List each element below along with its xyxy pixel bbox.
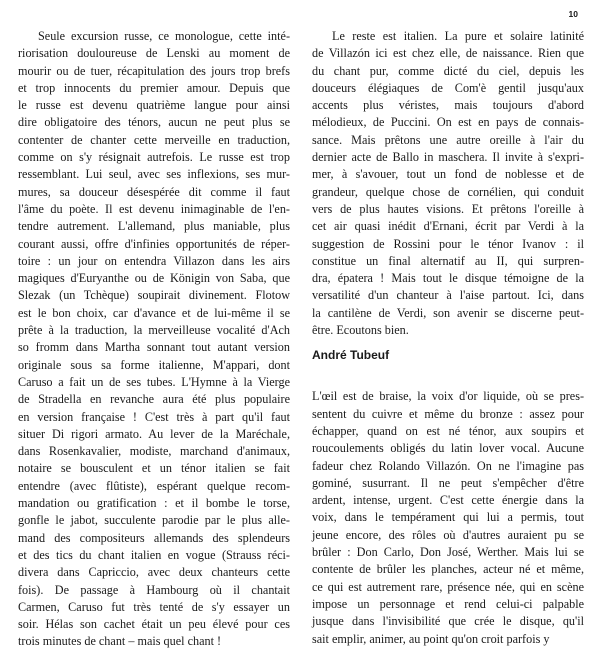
text-line: versatilité d'un chanteur à l'aise partout. Ici, dans — [312, 288, 584, 303]
text-line: Carmen, Caruso fut très tenté de s'y essayer un — [18, 599, 290, 614]
text-line: et trop innocents du premier amour. Depuis que — [18, 80, 290, 95]
text-line: ardent, intense, urgent. C'est cette énergie dans la — [312, 493, 584, 508]
text-line: échapper, quand on est né ténor, aux soupirs et — [312, 423, 584, 438]
text-line: dra, épatera ! Mais tout le disque témoigne de la — [312, 271, 584, 286]
paragraph-lenski — [18, 28, 290, 651]
text-line: trois minutes de chant – mais quel chant ! — [18, 634, 222, 649]
text-line: prête à la traduction, la merveilleuse vocalité d'Ach — [18, 323, 290, 338]
text-line: divera dans Capriccio, avec deux chanteurs cette — [18, 565, 290, 580]
text-line: en version française ! C'est très à part qu'il faut — [18, 409, 290, 424]
text-line: roucoulements obligés du latin lover vocal. Aucune — [312, 441, 584, 456]
text-line: constitue un final alternatif au II, qui surpren- — [312, 253, 584, 268]
text-line: sance. Mais prêtons une autre oreille à l'air du — [312, 132, 584, 147]
text-line: situer Di rigori armato. Au lever de la Maréchale, — [18, 426, 290, 441]
text-line: mures, sa douceur désespérée dit comme il faut — [18, 184, 290, 199]
paragraph-voice — [312, 388, 584, 647]
text-line: contente de brûler les planches, acteur né et même, — [312, 562, 584, 577]
text-line: est le bon choix, car d'avance et de lui-même il se — [18, 305, 290, 320]
text-line: dire obligatoire des ténors, aucun ne peut plus se — [18, 115, 290, 130]
text-line: mourir ou de tuer, récapitulation des jours trop brefs — [18, 63, 290, 78]
text-line: fadeur chez Rolando Villazón. On ne l'imagine pas — [312, 458, 584, 473]
text-line: ce qui est autrement rare, présence née, qui en scène — [312, 579, 584, 594]
text-line: entendre (avec flûtiste), espérant quelque recom- — [18, 478, 290, 493]
text-line: douceurs élégiaques de Com'è gentil jusqu'aux — [312, 80, 584, 95]
text-line: cet air quasi inédit d'Ernani, écrit par Verdi à la — [312, 219, 584, 234]
text-line: grandeur, quelque chose de cornélien, qui conduit — [312, 184, 584, 199]
text-line: voix, dans le tempérament qui lui a permis, tout — [312, 510, 584, 525]
text-line: magiques d'Euryanthe ou de Königin von Saba, que — [18, 271, 290, 286]
text-line: la cantilène de Verdi, son avenir se discerne peut- — [312, 305, 584, 320]
text-line: et des tics du chant italien en vogue (Strauss réci- — [18, 547, 290, 562]
text-line: Le reste est italien. La pure et solaire latinité — [332, 29, 584, 43]
right-column — [312, 28, 584, 648]
text-line: suggestion de Rossini pour le ténor Ivanov : il — [312, 236, 584, 251]
author-name: André Tubeuf — [312, 348, 390, 363]
text-line: sait emplir, animer, au point qu'on croit parfois y — [312, 631, 550, 646]
text-line: vers de plus hautes visions. Et prêtons l'oreille à — [312, 201, 584, 216]
text-line: Seule excursion russe, ce monologue, cette inté- — [38, 29, 290, 43]
section-gap — [312, 364, 584, 388]
text-line: contenter de chanter cette merveille en traduction, — [18, 132, 290, 147]
text-line: jusque dans l'invisibilité que crée le disque, qu'il — [312, 614, 584, 629]
text-line: dernier acte de Ballo in maschera. Il invite à s'expri- — [312, 150, 584, 165]
text-line: mandation ou gratification : et il bombe le torse, — [18, 496, 290, 511]
text-line: soir. Hélas son cachet était un peu élevé pour ces — [18, 617, 290, 632]
text-line: du chant pur, comme dicté du ciel, depuis les — [312, 63, 584, 78]
text-line: mélodieux, de Puccini. On est en pays de connais- — [312, 115, 584, 130]
text-line: dans Rosenkavalier, modiste, marchand d'animaux, — [18, 444, 290, 459]
text-line: so fromm dans Martha sonnant tout autant version — [18, 340, 290, 355]
left-column — [18, 28, 290, 651]
text-line: Caruso a fait un de ses tubes. L'Hymne à la Vierge — [18, 374, 290, 389]
text-line: accents plus véristes, mais toujours d'abord — [312, 98, 584, 113]
text-line: de Villazón ici est chez elle, de naissance. Rien que — [312, 46, 584, 61]
text-line: le russe est devenu quatrième langue pour ainsi — [18, 98, 290, 113]
text-line: de Stradella en revanche aura été plus populaire — [18, 392, 290, 407]
text-line: tendre autrement. L'allemand, plus maniable, plus — [18, 219, 290, 234]
text-line: mer, à s'avouer, tout un fond de noblesse et de — [312, 167, 584, 182]
text-line: comme on s'y résignait autrefois. Le russe est trop — [18, 150, 290, 165]
text-line: riorisation douloureuse de Lenski au moment de — [18, 46, 290, 61]
text-line: être. Ecoutons bien. — [312, 323, 409, 338]
page-number: 10 — [568, 9, 578, 19]
text-line: mand des compositeurs allemands des splendeurs — [18, 530, 290, 545]
text-line: brûler : Don Carlo, Don José, Werther. Mais lui se — [312, 545, 584, 560]
text-line: courant aussi, offre d'infinies opportunités de réper- — [18, 236, 290, 251]
text-line: notaire se bousculent et un ténor italien se fait — [18, 461, 290, 476]
text-line: sentent du cuivre et même du bronze : assez pour — [312, 406, 584, 421]
text-line: L'œil est de braise, la voix d'or liquide, où se pres- — [312, 389, 584, 404]
text-line: toire : un jour on entendra Villazon dans les airs — [18, 253, 290, 268]
text-line: ressemblant. Lui seul, avec ses inflexions, ses mur- — [18, 167, 290, 182]
text-line: originale sous sa forme italienne, M'appari, dont — [18, 357, 290, 372]
text-line: impose un personnage et rend celui-ci palpable — [312, 596, 584, 611]
text-line: fois). De passage à Hambourg où il chantait — [18, 582, 290, 597]
text-line: gonfle le jabot, succulente parodie par le plus alle- — [18, 513, 290, 528]
paragraph-italian — [312, 28, 584, 339]
text-line: l'âme du poète. Il est devenu inimaginable de l'en- — [18, 201, 290, 216]
text-line: jeune encore, des rôles où d'autres auraient pu se — [312, 527, 584, 542]
text-line: gominé, susurrant. Il ne peut s'empêcher d'être — [312, 475, 584, 490]
text-line: Slezak (un Tchèque) soupirait divinement. Flotow — [18, 288, 290, 303]
